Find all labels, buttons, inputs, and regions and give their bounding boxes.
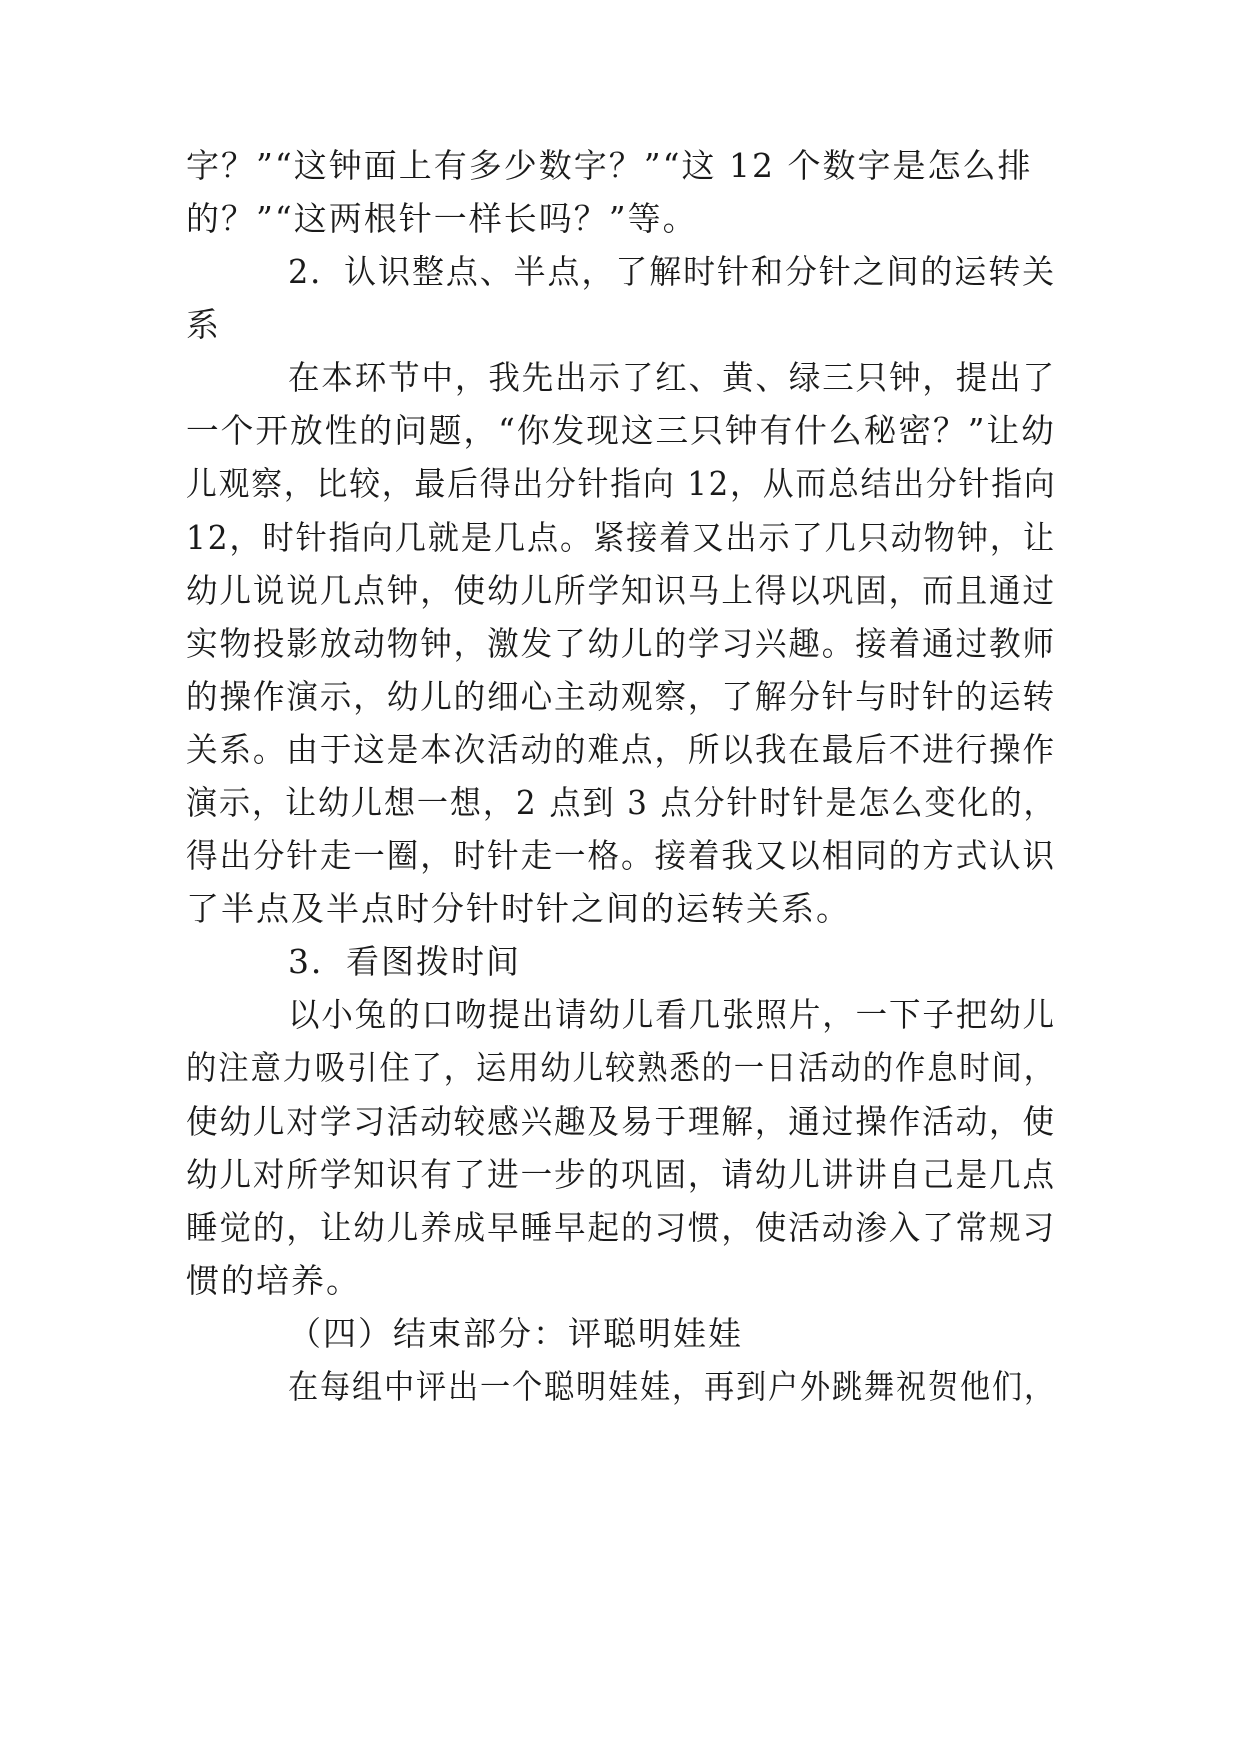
text-line: 字？”“这钟面上有多少数字？”“这 12 个数字是怎么排 bbox=[186, 146, 1033, 185]
text-line: 儿观察，比较，最后得出分针指向 12，从而总结出分针指向 bbox=[186, 464, 1057, 503]
text-line: 睡觉的，让幼儿养成早睡早起的习惯，使活动渗入了常规习 bbox=[186, 1208, 1056, 1247]
text-line: 关系。由于这是本次活动的难点，所以我在最后不进行操作 bbox=[186, 730, 1056, 769]
text-line: 演示，让幼儿想一想，2 点到 3 点分针时针是怎么变化的， bbox=[186, 783, 1057, 822]
text-line: 在每组中评出一个聪明娃娃，再到户外跳舞祝贺他们， bbox=[288, 1367, 1057, 1406]
text-line: 幼儿对所学知识有了进一步的巩固，请幼儿讲讲自己是几点 bbox=[186, 1155, 1056, 1194]
section-heading: 3．看图拨时间 bbox=[288, 942, 521, 981]
text-line: 实物投影放动物钟，激发了幼儿的学习兴趣。接着通过教师 bbox=[186, 624, 1056, 663]
text-line: 幼儿说说几点钟，使幼儿所学知识马上得以巩固，而且通过 bbox=[186, 571, 1056, 610]
section-heading: （四）结束部分：评聪明娃娃 bbox=[288, 1314, 743, 1353]
text-line: 使幼儿对学习活动较感兴趣及易于理解，通过操作活动，使 bbox=[186, 1102, 1056, 1141]
text-line: 了半点及半点时分针时针之间的运转关系。 bbox=[186, 889, 851, 928]
text-line: 惯的培养。 bbox=[186, 1261, 361, 1300]
section-heading: 2．认识整点、半点，了解时针和分针之间的运转关 bbox=[288, 252, 1057, 291]
text-line: 的？”“这两根针一样长吗？”等。 bbox=[186, 199, 698, 238]
text-line: 得出分针走一圈，时针走一格。接着我又以相同的方式认识 bbox=[186, 836, 1056, 875]
section-heading: 系 bbox=[186, 305, 221, 344]
text-line: 的操作演示，幼儿的细心主动观察，了解分针与时针的运转 bbox=[186, 677, 1056, 716]
text-line: 一个开放性的问题，“你发现这三只钟有什么秘密？”让幼 bbox=[186, 411, 1056, 450]
text-line: 12，时针指向几就是几点。紧接着又出示了几只动物钟，让 bbox=[186, 518, 1056, 557]
text-line: 在本环节中，我先出示了红、黄、绿三只钟，提出了 bbox=[288, 358, 1056, 397]
text-line: 的注意力吸引住了，运用幼儿较熟悉的一日活动的作息时间， bbox=[186, 1048, 1056, 1087]
text-line: 以小兔的口吻提出请幼儿看几张照片，一下子把幼儿 bbox=[288, 995, 1056, 1034]
